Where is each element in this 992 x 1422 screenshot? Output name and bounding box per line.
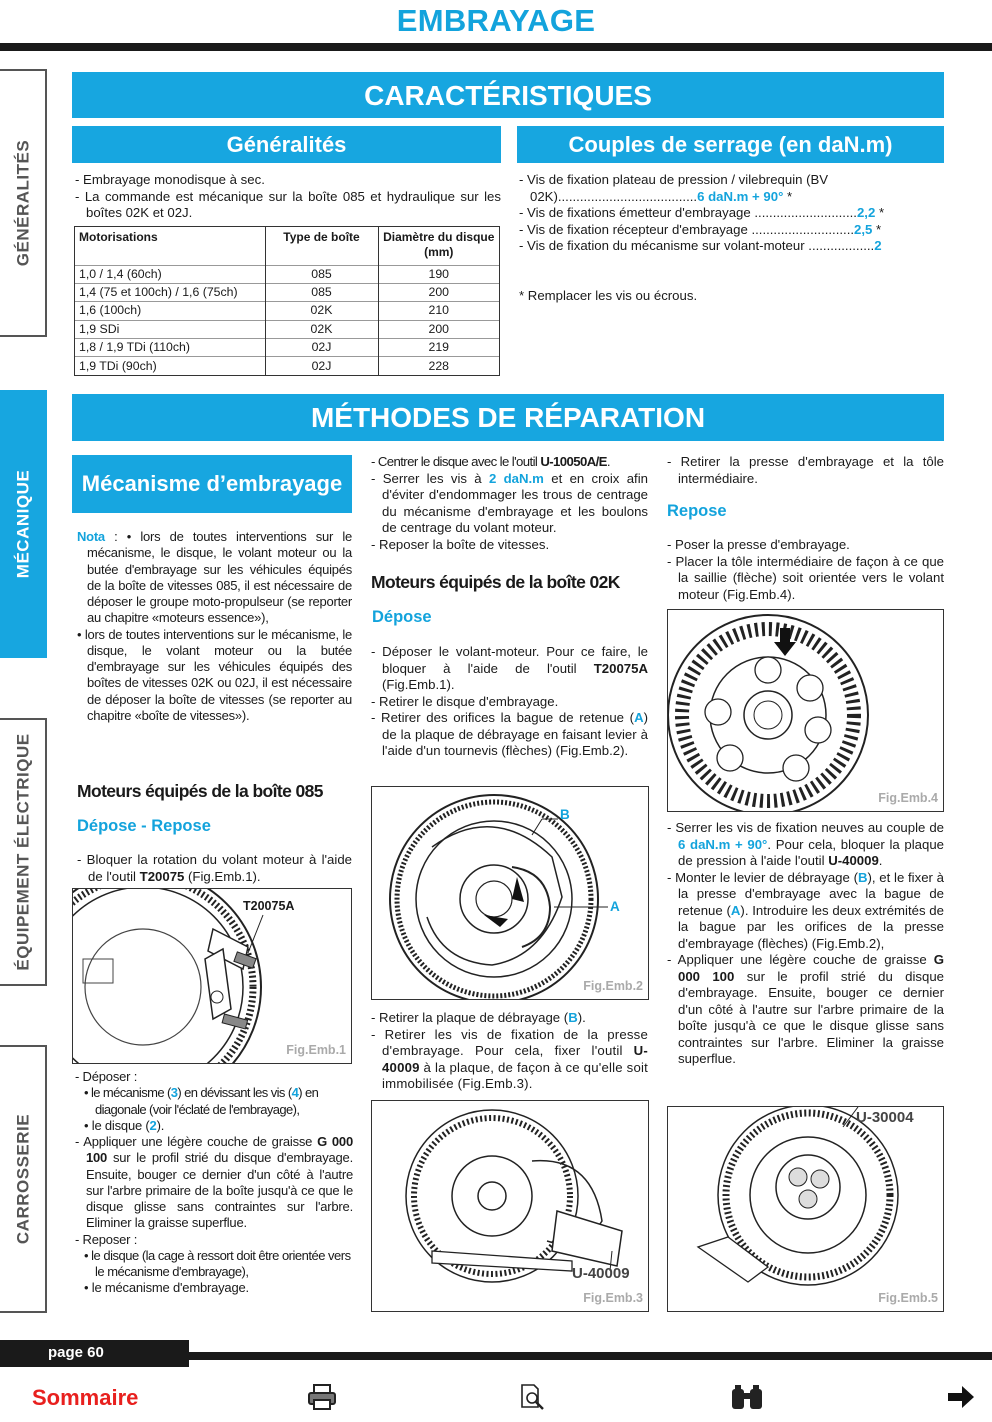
tab-label: ÉQUIPEMENT ÉLECTRIQUE	[12, 733, 32, 971]
table-row: 1,9 TDi (90ch) 02J 228	[75, 357, 499, 375]
couple-item: - Vis de fixation plateau de pression / vilebrequin (BV 02K)......................................6 daN.m + 90° *	[519, 172, 829, 204]
tab-equipement-electrique[interactable]	[0, 718, 47, 986]
callout-b: B	[560, 807, 570, 822]
col3-text: - Retirer la presse d'embrayage et la tôle intermédiaire.	[667, 454, 944, 486]
figure-emb3	[371, 1100, 649, 1312]
table-row: 1,8 / 1,9 TDi (110ch) 02J 219	[75, 339, 499, 357]
tool-label: T20075A	[243, 899, 295, 913]
col-header: Diamètre du disque (mm)	[383, 230, 495, 259]
tool-mounted-illustration	[668, 1107, 944, 1312]
couple-item: - Vis de fixation récepteur d'embrayage ............................2,5 *	[519, 221, 882, 237]
figure-label: Fig.Emb.2	[583, 979, 643, 994]
col-header: Type de boîte	[265, 227, 378, 265]
methodes-header: MÉTHODES DE RÉPARATION	[72, 394, 944, 441]
page-title: EMBRAYAGE	[396, 3, 596, 38]
flywheel-illustration	[73, 889, 352, 1064]
tool-label: U-40009	[572, 1265, 630, 1282]
motorisations-table	[74, 226, 500, 376]
col-header: Motorisations	[75, 227, 265, 265]
callout-a: A	[610, 899, 620, 914]
figure-label: Fig.Emb.3	[583, 1291, 643, 1306]
section-title: Moteurs équipés de la boîte 02K	[371, 572, 620, 592]
couple-item: - Vis de fixation du mécanisme sur volant-moteur ..................2	[519, 238, 882, 253]
figure-emb2	[371, 786, 649, 1000]
nota-paragraph: • lors de toutes interventions sur le mécanisme, le disque, le volant moteur ou la butée d'embrayage sur les véhicules équipés des boîtes de vitesses 02K ou 02J, il est nécessaire de déposer la boîte de vitesses (se reporter au chapitre «boîte de vitesses»).	[77, 626, 352, 723]
col1-text-2: - Déposer : • le mécanisme (3) en dévissant les vis (4) en diagonale (voir l'éclaté de l'embrayage), • le disque (2). - Appliquer une légère couche de graisse G 000 100 sur le profil strié du disque d'embrayage. Ensuite, bouger ce dernier d'un côté à l'autre sur l'arbre primaire de la boîte jusqu'à ce que le disque glisse sans contraintes sur l'arbre. Eliminer la graisse superflue. - Reposer : • le disque (la cage à ressort doit être orientée vers le mécanisme d'embrayage), • le mécanisme d'embrayage.	[75, 1069, 353, 1296]
figure-label: Fig.Emb.5	[878, 1291, 938, 1306]
generalites-line: - La commande est mécanique sur la boîte 085 et hydraulique sur les boîtes 02K et 02J.	[75, 188, 501, 220]
tool-label: U-30004	[856, 1109, 914, 1126]
couples-list	[519, 172, 939, 255]
couple-item: - Vis de fixations émetteur d'embrayage ............................2,2 *	[519, 205, 885, 220]
tab-generalites[interactable]	[0, 69, 47, 337]
sommaire-link[interactable]: Sommaire	[32, 1385, 139, 1410]
table-row: 1,9 SDi 02K 200	[75, 320, 499, 338]
section-title: Moteurs équipés de la boîte 085	[77, 781, 323, 801]
figure-emb4	[667, 609, 944, 812]
subsection-title: Repose	[667, 502, 727, 520]
col1-text	[77, 529, 352, 724]
generalites-header: Généralités	[72, 126, 501, 163]
col3-repose: - Poser la presse d'embrayage. - Placer la tôle intermédiaire de façon à ce que la saillie (flèche) soit orientée vers le volant moteur (Fig.Emb.4).	[667, 537, 944, 602]
col3-text-2: - Serrer les vis de fixation neuves au couple de 6 daN.m + 90°. Pour cela, bloquer la plaque de pression à l'aide l'outil U-40009. - Monter le levier de débrayage (B), et le fixer à la presse d'embrayage avec la bague de retenue (A). Introduire les deux extrémités de la bague par les orifices de la presse d'embrayage (flèches) (Fig.Emb.2), - Appliquer une légère couche de graisse G 000 100 sur le profil strié du disque d'embrayage. Ensuite, bouger ce dernier d'un côté à l'autre sur l'arbre primaire de la boîte jusqu'à ce que le disque glisse sans contraintes sur l'arbre. Eliminer la graisse superflue.	[667, 820, 945, 1066]
flywheel-plate-illustration	[668, 610, 944, 812]
table-row: 1,4 (75 et 100ch) / 1,6 (75ch) 085 200	[75, 283, 499, 301]
col2-text-2: - Retirer la plaque de débrayage (B). - Retirer les vis de fixation de la presse d'embrayage. Pour cela, fixer l'outil U-40009 à la plaque, de façon à ce qu'elle soit immobilisée (Fig.Emb.3).	[371, 1010, 648, 1091]
search-document-icon[interactable]	[518, 1383, 546, 1418]
subsection-title: Dépose - Repose	[77, 817, 211, 835]
page-number: page 60	[0, 1340, 189, 1367]
couples-header: Couples de serrage (en daN.m)	[517, 126, 944, 163]
top-divider	[0, 43, 992, 51]
col2-text: - Centrer le disque avec le l'outil U-10050A/E. - Serrer les vis à 2 daN.m et en croix afin d'éviter d'endommager les trous de centrage du mécanisme d'embrayage et les boulons de centrage du volant moteur. - Reposer la boîte de vitesses.	[371, 454, 648, 552]
binoculars-icon[interactable]	[729, 1383, 765, 1418]
nota-paragraph: Nota : • lors de toutes interventions sur le mécanisme, le disque, le volant moteur ou la butée d'embrayage sur les véhicules équipés de la boîte de vitesses 085, il est nécessaire de déposer le groupe moto-propulseur (se reporter au chapitre «moteurs essence»),	[77, 529, 352, 626]
tab-label: MÉCANIQUE	[12, 469, 32, 579]
figure-label: Fig.Emb.4	[878, 791, 938, 806]
arrow-right-icon[interactable]	[946, 1383, 976, 1418]
tab-label: GÉNÉRALITÉS	[12, 139, 32, 267]
tab-label: CARROSSERIE	[12, 1113, 32, 1245]
figure-label: Fig.Emb.1	[286, 1043, 346, 1058]
figure-emb1	[72, 888, 352, 1064]
generalites-line: - Embrayage monodisque à sec.	[75, 172, 265, 187]
col1-step: - Bloquer la rotation du volant moteur à l'aide de l'outil T20075 (Fig.Emb.1).	[77, 852, 352, 884]
caracteristiques-header: CARACTÉRISTIQUES	[72, 72, 944, 118]
col2-depose: - Déposer le volant-moteur. Pour ce faire, le bloquer à l'aide de l'outil T20075A (Fig.Emb.1). - Retirer le disque d'embrayage. - Retirer des orifices la bague de retenue (A) de la plaque de débrayage en faisant levier à l'aide d'un tournevis (flèches) (Fig.Emb.2).	[371, 644, 648, 758]
mecanisme-header: Mécanisme d’embrayage	[72, 455, 352, 513]
pressure-plate-illustration	[372, 787, 649, 1000]
tab-carrosserie[interactable]	[0, 1045, 47, 1313]
figure-emb5	[667, 1106, 944, 1312]
subsection-title: Dépose	[372, 608, 432, 626]
table-row: 1,0 / 1,4 (60ch) 085 190	[75, 265, 499, 283]
printer-icon[interactable]	[306, 1383, 338, 1418]
generalites-text	[75, 172, 501, 222]
couples-note: * Remplacer les vis ou écrous.	[519, 288, 698, 303]
table-row: 1,6 (100ch) 02K 210	[75, 302, 499, 320]
tab-mecanique[interactable]	[0, 390, 47, 658]
